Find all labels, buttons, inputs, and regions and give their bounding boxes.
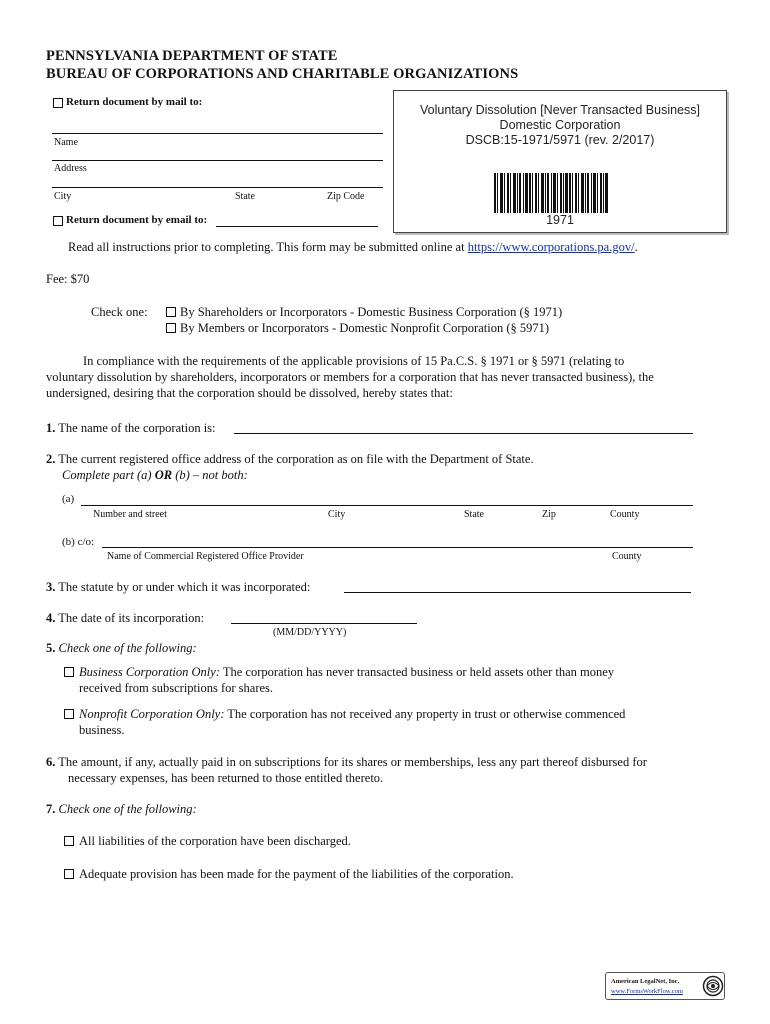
footer-badge (605, 972, 725, 1000)
name-line[interactable] (52, 133, 383, 134)
zip-label: Zip Code (327, 191, 365, 202)
item2-sub-a: Complete part (a) (62, 468, 155, 482)
instructions (68, 240, 638, 255)
stamp-line3: DSCB:15-1971/5971 (rev. 2/2017) (465, 133, 655, 147)
liabilities-discharged-checkbox[interactable] (64, 836, 74, 846)
business-only-line2: received from subscriptions for shares. (79, 681, 274, 695)
item4-number: 4. (46, 611, 56, 625)
provider-label: Name of Commercial Registered Office Provider (107, 551, 304, 562)
liabilities-discharged-option: All liabilities of the corporation have been discharged. (79, 834, 351, 848)
office-address-line[interactable] (81, 505, 693, 506)
corporation-name-line[interactable] (234, 433, 693, 434)
item5 (46, 641, 197, 656)
corporations-link[interactable]: https://www.corporations.pa.gov/ (467, 240, 635, 254)
item2-b-label: (b) c/o: (62, 536, 95, 548)
adequate-provision-checkbox[interactable] (64, 869, 74, 879)
nonprofit-only-option (79, 707, 625, 722)
stamp-line2: Domestic Corporation (499, 118, 621, 132)
address-label: Address (54, 163, 87, 174)
globe-icon (702, 975, 724, 997)
item6-line2: necessary expenses, has been returned to those entitled thereto. (68, 771, 384, 785)
street-label: Number and street (93, 509, 167, 520)
instructions-end: . (634, 240, 638, 254)
stamp-line1: Voluntary Dissolution [Never Transacted Business] (420, 103, 700, 117)
item1 (46, 421, 216, 436)
nonprofit-only-text: The corporation has not received any property in trust or otherwise commenced (224, 707, 626, 721)
barcode-number: 1971 (546, 213, 574, 227)
item2-text: The current registered office address of the corporation as on file with the Department of State. (58, 452, 534, 466)
item6-line1: The amount, if any, actually paid in on subscriptions for its shares or memberships, less any part thereof disbursed for (58, 755, 647, 769)
business-only-option (79, 665, 614, 680)
item2-number: 2. (46, 452, 56, 466)
item3-number: 3. (46, 580, 56, 594)
footer-company: American LegalNet, Inc. (611, 978, 680, 985)
item2-sub-b: (b) – not both: (172, 468, 248, 482)
members-option: By Members or Incorporators - Domestic Nonprofit Corporation (§ 5971) (180, 321, 550, 335)
footer-url[interactable]: www.FormsWorkFlow.com (611, 988, 683, 995)
item6-number: 6. (46, 755, 56, 769)
item2-subtitle (62, 468, 248, 483)
name-label: Name (54, 137, 78, 148)
return-email-label: Return document by email to: (66, 214, 208, 226)
address-line[interactable] (52, 160, 383, 161)
item4 (46, 611, 204, 626)
item7 (46, 802, 197, 817)
item1-number: 1. (46, 421, 56, 435)
form-id-box (393, 90, 727, 233)
nonprofit-only-title: Nonprofit Corporation Only: (79, 707, 225, 721)
item5-number: 5. (46, 641, 56, 655)
return-mail-label: Return document by mail to: (66, 96, 203, 108)
incorporation-date-line[interactable] (231, 623, 417, 624)
a-city-label: City (328, 509, 346, 520)
shareholders-checkbox[interactable] (166, 307, 176, 317)
email-line[interactable] (216, 226, 378, 227)
return-email-checkbox[interactable] (53, 216, 63, 226)
item4-text: The date of its incorporation: (58, 611, 205, 625)
item5-text: Check one of the following: (58, 641, 197, 655)
fee-text: Fee: $70 (46, 272, 90, 286)
city-state-zip-line[interactable] (52, 187, 383, 188)
a-zip-label: Zip (542, 509, 556, 520)
preamble-line3: undersigned, desiring that the corporation should be dissolved, hereby states that: (46, 386, 453, 400)
barcode-icon (494, 173, 608, 213)
preamble-line2: voluntary dissolution by shareholders, incorporators or members for a corporation that has never transacted business), the (46, 370, 654, 384)
instructions-text: Read all instructions prior to completing. This form may be submitted online at (68, 240, 468, 254)
date-format-label: (MM/DD/YYYY) (273, 627, 347, 638)
business-only-title: Business Corporation Only: (79, 665, 220, 679)
nonprofit-only-checkbox[interactable] (64, 709, 74, 719)
item6 (46, 755, 647, 770)
item7-text: Check one of the following: (58, 802, 197, 816)
provider-line[interactable] (102, 547, 693, 548)
item7-number: 7. (46, 802, 56, 816)
nonprofit-only-line2: business. (79, 723, 125, 737)
a-state-label: State (464, 509, 484, 520)
state-label: State (235, 191, 255, 202)
business-only-text: The corporation has never transacted business or held assets other than money (219, 665, 615, 679)
adequate-provision-option: Adequate provision has been made for the payment of the liabilities of the corporation. (79, 867, 514, 881)
statute-line[interactable] (344, 592, 691, 593)
city-label: City (54, 191, 72, 202)
a-county-label: County (610, 509, 640, 520)
item2-sub-or: OR (154, 468, 173, 482)
item2 (46, 452, 534, 467)
members-checkbox[interactable] (166, 323, 176, 333)
item3 (46, 580, 310, 595)
shareholders-option: By Shareholders or Incorporators - Domestic Business Corporation (§ 1971) (180, 305, 563, 319)
header-line2: BUREAU OF CORPORATIONS AND CHARITABLE ORGANIZATIONS (46, 66, 519, 82)
b-county-label: County (612, 551, 642, 562)
preamble-line1: In compliance with the requirements of the applicable provisions of 15 Pa.C.S. § 1971 or § 5971 (relating to (83, 354, 625, 368)
header-line1: PENNSYLVANIA DEPARTMENT OF STATE (46, 48, 338, 64)
business-only-checkbox[interactable] (64, 667, 74, 677)
item2-a-label: (a) (62, 493, 75, 505)
item1-text: The name of the corporation is: (58, 421, 216, 435)
check-one-label: Check one: (91, 305, 148, 319)
return-mail-checkbox[interactable] (53, 98, 63, 108)
item3-text: The statute by or under which it was incorporated: (58, 580, 311, 594)
